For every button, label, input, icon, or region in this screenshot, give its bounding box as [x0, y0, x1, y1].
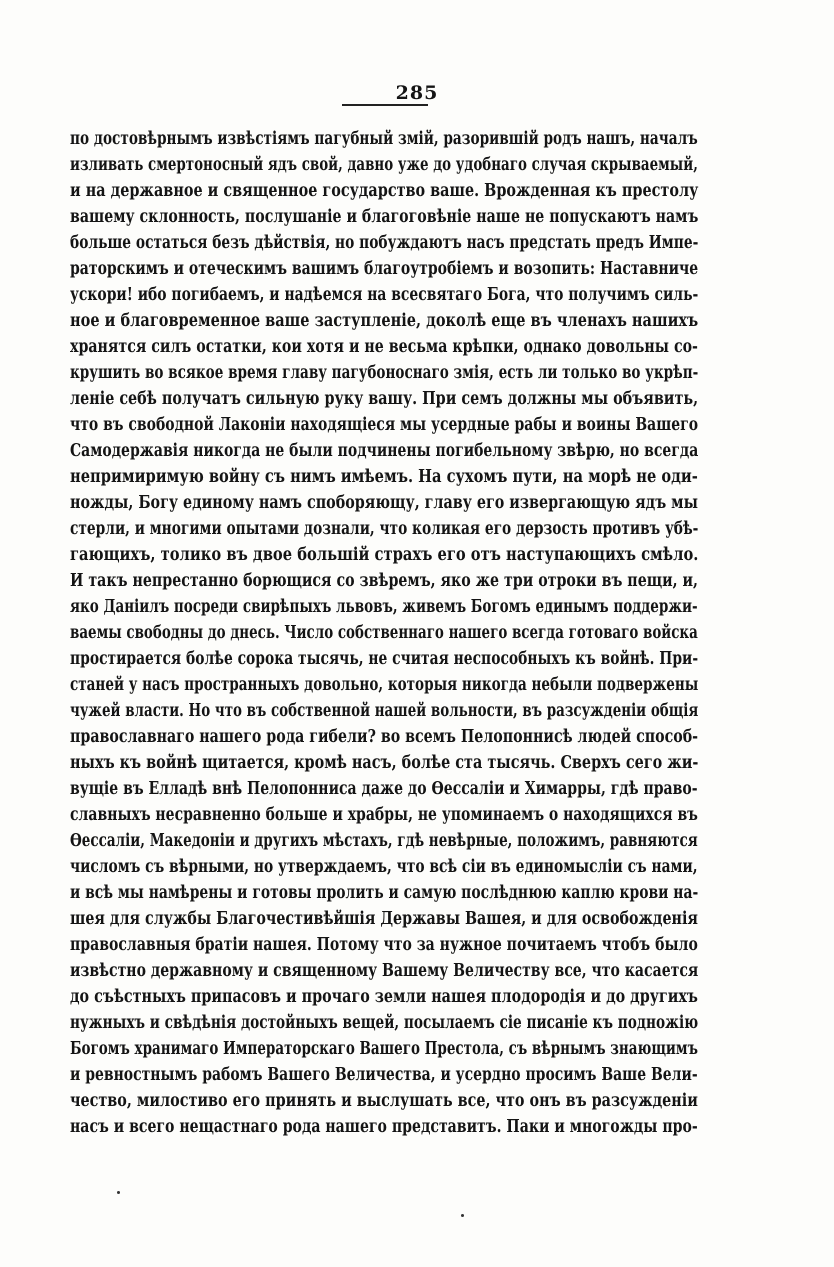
page-number-rule: [342, 104, 428, 106]
text-line: изливать смертоносный ядъ свой, давно уже до удобнаго случая скрываемый,: [70, 155, 698, 175]
text-line: стерли, и многими опытами дознали, что коликая его дерзость противъ убѣ-: [70, 519, 699, 539]
text-line: И такъ непрестанно борющися со звѣремъ, яко же три отроки въ пещи, и,: [70, 571, 698, 591]
text-line: простирается болѣе сорока тысячь, не считая неспособныхъ къ войнѣ. При-: [70, 649, 699, 669]
text-line: вашему склонность, послушаніе и благоговѣніе наше не попускаютъ намъ: [70, 207, 699, 227]
text-line: леніе себѣ получатъ сильную руку вашу. При семъ должны мы объявить,: [70, 389, 699, 409]
text-line: шея для службы Благочестивѣйшія Державы Вашея, и для освобожденія: [70, 909, 698, 929]
text-line: и всѣ мы намѣрены и готовы пролить и самую послѣднюю каплю крови на-: [70, 883, 699, 903]
text-line: чужей власти. Но что въ собственной нашей вольности, въ разсужденіи общія: [70, 701, 699, 721]
text-line: ножды, Богу единому намъ споборяющу, главу его извергающую ядъ мы: [70, 493, 698, 513]
text-line: раторскимъ и отеческимъ вашимъ благоутробіемъ и возопить: Наставниче: [70, 259, 699, 279]
text-line: крушить во всякое время главу пагубоноснаго змія, есть ли только во укрѣп-: [70, 363, 699, 383]
text-line: православнаго нашего рода гибели? во всемъ Пелопоннисѣ людей способ-: [70, 727, 699, 747]
text-line: Ѳессаліи, Македоніи и другихъ мѣстахъ, гдѣ невѣрные, положимъ, равняются: [70, 831, 698, 851]
print-speck: [117, 1191, 120, 1194]
text-line: вущіе въ Елладѣ внѣ Пелопонниса даже до Ѳессаліи и Химарры, гдѣ право-: [70, 779, 698, 799]
text-line: Богомъ хранимаго Императорскаго Вашего Престола, съ вѣрнымъ знающимъ: [70, 1039, 698, 1059]
text-line: больше остаться безъ дѣйствія, но побуждаютъ насъ предстать предъ Импе-: [70, 233, 699, 253]
text-line: яко Даніилъ посреди свирѣпыхъ львовъ, живемъ Богомъ единымъ поддержи-: [70, 597, 698, 617]
print-speck: [461, 1214, 464, 1217]
text-line: славныхъ несравненно больше и храбры, не упоминаемъ о находящихся въ: [70, 805, 698, 825]
text-line: православныя братіи нашея. Потому что за нужное почитаемъ чтобъ было: [70, 935, 698, 955]
text-line: Самодержавія никогда не были подчинены погибельному звѣрю, но всегда: [70, 441, 699, 461]
text-line: извѣстно державному и священному Вашему Величеству все, что касается: [70, 961, 699, 981]
text-line: хранятся силъ остатки, кои хотя и не весьма крѣпки, однако довольны со-: [70, 337, 698, 357]
text-line: станей у насъ пространныхъ довольно, которыя никогда небыли подвержены: [70, 675, 699, 695]
text-line: ное и благовременное ваше заступленіе, доколѣ еще въ членахъ нашихъ: [70, 311, 699, 331]
text-line: что въ свободной Лаконіи находящіеся мы усердные рабы и воины Вашего: [70, 415, 699, 435]
page-number: 285: [395, 82, 439, 104]
text-line: числомъ съ вѣрными, но утверждаемъ, что всѣ сіи въ единомысліи съ нами,: [70, 857, 698, 877]
text-line: ныхъ къ войнѣ щитается, кромѣ насъ, болѣе ста тысячь. Сверхъ сего жи-: [70, 753, 699, 773]
text-line: нужныхъ и свѣдѣнія достойныхъ вещей, посылаемъ сіе писаніе къ подножію: [70, 1013, 699, 1033]
text-line: и на державное и священное государство ваше. Врожденная къ престолу: [70, 181, 699, 201]
body-text: [70, 126, 698, 1140]
text-line: непримиримую войну съ нимъ имѣемъ. На сухомъ пути, на морѣ не оди-: [70, 467, 698, 487]
text-line: чество, милостиво его принять и выслушать все, что онъ въ разсужденіи: [70, 1091, 698, 1111]
text-line: и ревностнымъ рабомъ Вашего Величества, и усердно просимъ Ваше Вели-: [70, 1065, 698, 1085]
text-line: ускори! ибо погибаемъ, и надѣемся на всесвятаго Бога, что получимъ силь-: [70, 285, 699, 305]
text-line: до съѣстныхъ припасовъ и прочаго земли нашея плодородія и до другихъ: [70, 987, 698, 1007]
text-line: гающихъ, толико въ двое большій страхъ его отъ наступающихъ смѣло.: [70, 545, 699, 565]
text-line: по достовѣрнымъ извѣстіямъ пагубный змій, разорившій родъ нашъ, началъ: [70, 129, 698, 149]
text-line: насъ и всего нещастнаго рода нашего представитъ. Паки и многожды про-: [70, 1117, 698, 1137]
text-line: ваемы свободны до днесь. Число собственнаго нашего всегда готоваго войска: [70, 623, 698, 643]
